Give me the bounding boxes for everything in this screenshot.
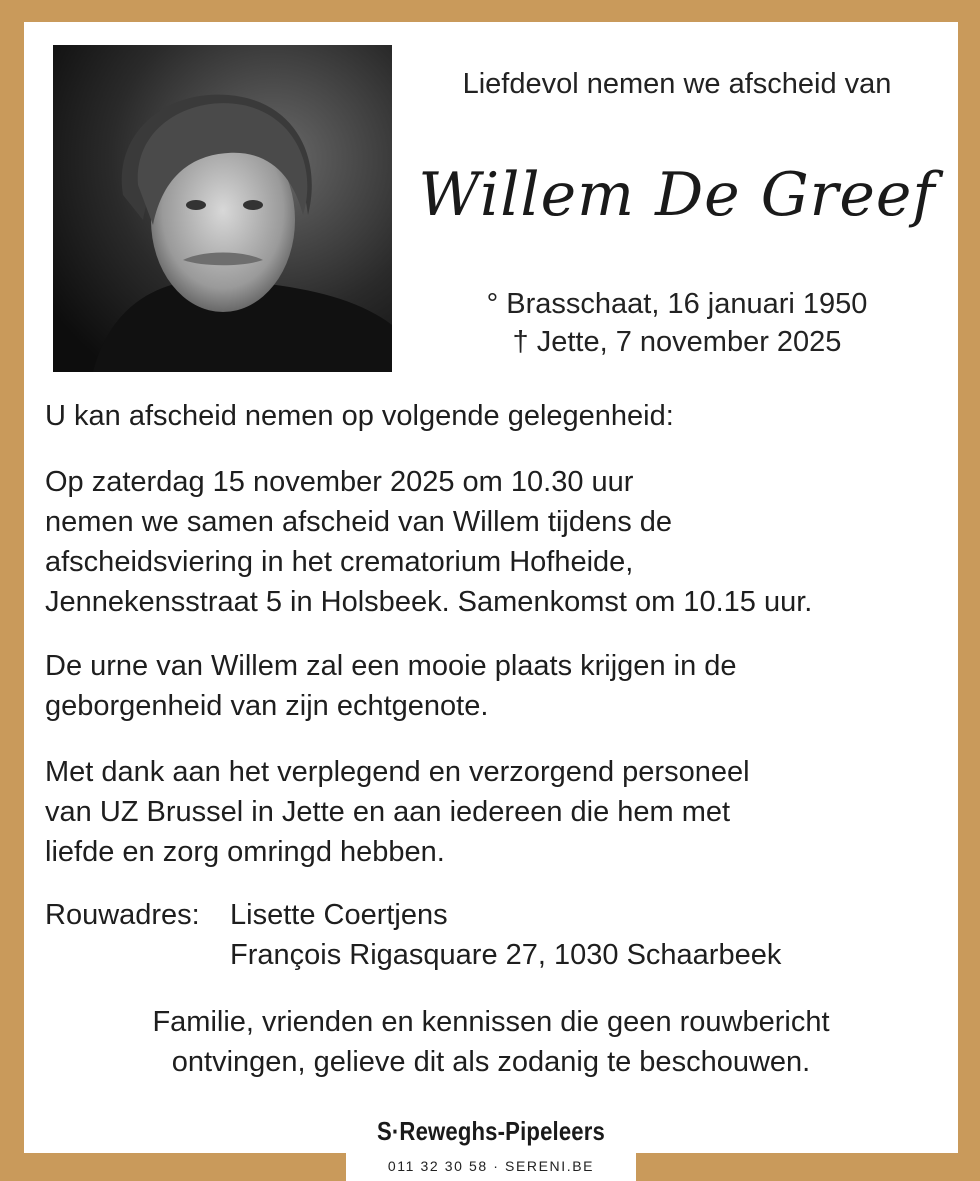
- address-street: François Rigasquare 27, 1030 Schaarbeek: [230, 939, 782, 971]
- text-line: De urne van Willem zal een mooie plaats krijgen in de: [45, 650, 737, 682]
- address-label: Rouwadres:: [45, 899, 200, 931]
- urn-paragraph: [45, 646, 945, 726]
- text-line: liefde en zorg omringd hebben.: [45, 836, 445, 868]
- portrait-photo: [53, 45, 392, 372]
- thanks-paragraph: [45, 752, 945, 872]
- text-line: nemen we samen afscheid van Willem tijdens de: [45, 506, 673, 538]
- text-line: Jennekensstraat 5 in Holsbeek. Samenkomst om 10.15 uur.: [45, 586, 813, 618]
- text-line: van UZ Brussel in Jette en aan iedereen die hem met: [45, 796, 731, 828]
- text-line: Met dank aan het verplegend en verzorgend personeel: [45, 756, 750, 788]
- death-line: † Jette, 7 november 2025: [512, 326, 842, 358]
- text-line: Familie, vrienden en kennissen die geen rouwbericht: [152, 1006, 830, 1038]
- deceased-name: Willem De Greef: [418, 160, 936, 230]
- address-name: Lisette Coertjens: [230, 899, 448, 931]
- intro-text: Liefdevol nemen we afscheid van: [462, 68, 892, 100]
- funeral-home-logo: S·Reweghs-Pipeleers: [376, 1116, 605, 1146]
- intro-paragraph: U kan afscheid nemen op volgende gelegenheid:: [45, 400, 674, 432]
- text-line: afscheidsviering in het crematorium Hofheide,: [45, 546, 634, 578]
- life-dates: [396, 285, 958, 361]
- mourning-address: [45, 895, 945, 975]
- text-line: Op zaterdag 15 november 2025 om 10.30 uur: [45, 466, 634, 498]
- closing-paragraph: [24, 1002, 958, 1082]
- ceremony-paragraph: [45, 462, 945, 622]
- birth-line: ° Brasschaat, 16 januari 1950: [486, 288, 868, 320]
- text-line: ontvingen, gelieve dit als zodanig te beschouwen.: [171, 1046, 811, 1078]
- obituary-card: [24, 22, 958, 1153]
- text-line: geborgenheid van zijn echtgenote.: [45, 690, 489, 722]
- footer-contact: 011 32 30 58 · SERENI.BE: [346, 1153, 636, 1181]
